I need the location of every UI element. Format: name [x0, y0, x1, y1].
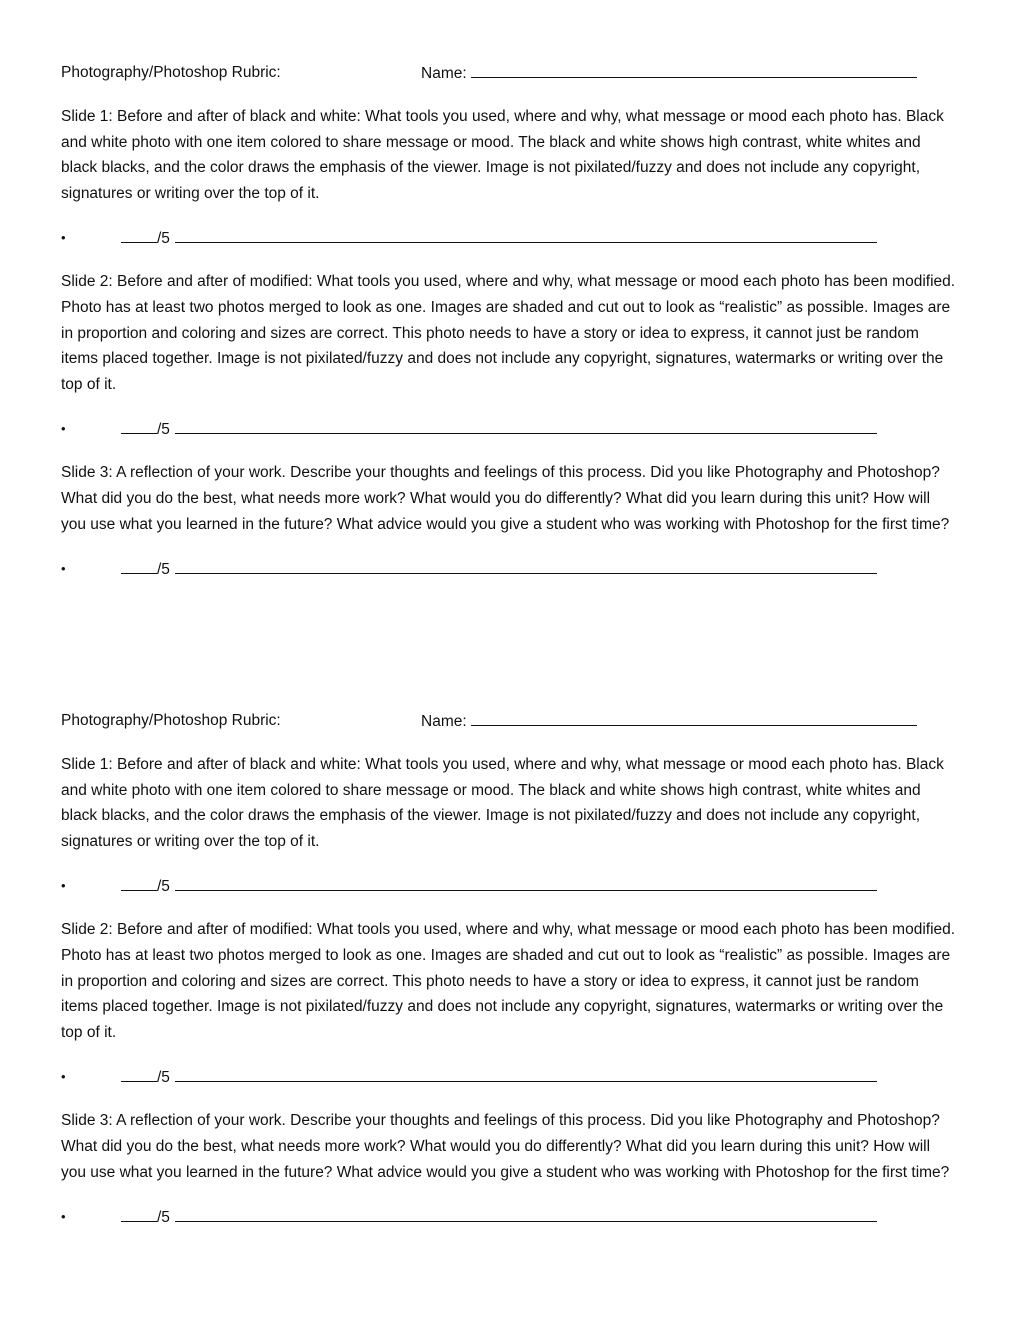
score-max: /5 — [157, 1209, 170, 1227]
comment-blank-line[interactable] — [175, 558, 877, 574]
score-max: /5 — [157, 421, 170, 439]
rubric-title: Photography/Photoshop Rubric: — [61, 712, 281, 729]
bullet-icon: • — [61, 1209, 66, 1225]
slide-3-criteria: Slide 3: A reflection of your work. Describe your thoughts and feelings of this process. Did you like Photography and Photoshop? What did you do the best, what needs more work? What would you do differently? What did you learn during this unit? How will you use what you learned in the future? What advice would you give a student who was working with Photoshop for the first time? — [61, 1112, 950, 1181]
name-blank-line[interactable] — [471, 710, 917, 726]
rubric-copy-2 — [61, 710, 961, 1228]
score-max: /5 — [157, 878, 170, 896]
slide-2-criteria: Slide 2: Before and after of modified: What tools you used, where and why, what message or mood each photo has been modified. Photo has at least two photos merged to look as one. Images are shaded and cut out to look as “realistic” as possible. Images are in proportion and coloring and sizes are correct. This photo needs to have a story or idea to express, it cannot just be random items placed together. Image is not pixilated/fuzzy and does not include any copyright, signatures, watermarks or writing over the top of it. — [61, 273, 956, 393]
name-label: Name: — [421, 65, 467, 82]
comment-blank-line[interactable] — [175, 1206, 877, 1222]
score-blank[interactable] — [121, 227, 157, 243]
name-label: Name: — [421, 713, 467, 730]
bullet-icon: • — [61, 878, 66, 894]
score-blank[interactable] — [121, 418, 157, 434]
score-blank[interactable] — [121, 1206, 157, 1222]
slide-3-score-row — [61, 558, 961, 580]
name-field — [421, 710, 917, 733]
comment-blank-line[interactable] — [175, 1066, 877, 1082]
score-max: /5 — [157, 1069, 170, 1087]
slide-2-criteria: Slide 2: Before and after of modified: What tools you used, where and why, what message or mood each photo has been modified. Photo has at least two photos merged to look as one. Images are shaded and cut out to look as “realistic” as possible. Images are in proportion and coloring and sizes are correct. This photo needs to have a story or idea to express, it cannot just be random items placed together. Image is not pixilated/fuzzy and does not include any copyright, signatures, watermarks or writing over the top of it. — [61, 921, 956, 1041]
bullet-icon: • — [61, 230, 66, 246]
score-blank[interactable] — [121, 1066, 157, 1082]
score-blank[interactable] — [121, 875, 157, 891]
comment-blank-line[interactable] — [175, 875, 877, 891]
rubric-title: Photography/Photoshop Rubric: — [61, 64, 281, 81]
name-blank-line[interactable] — [471, 62, 917, 78]
comment-blank-line[interactable] — [175, 418, 877, 434]
bullet-icon: • — [61, 421, 66, 437]
name-field — [421, 62, 917, 85]
slide-2-score-row — [61, 418, 961, 440]
slide-1-score-row — [61, 227, 961, 249]
slide-1-criteria: Slide 1: Before and after of black and white: What tools you used, where and why, what message or mood each photo has. Black and white photo with one item colored to share message or mood. The black and white shows high contrast, white whites and black blacks, and the color draws the emphasis of the viewer. Image is not pixilated/fuzzy and does not include any copyright, signatures or writing over the top of it. — [61, 756, 944, 850]
score-max: /5 — [157, 561, 170, 579]
rubric-copy-1 — [61, 62, 961, 580]
bullet-icon: • — [61, 1069, 66, 1085]
score-blank[interactable] — [121, 558, 157, 574]
slide-3-criteria: Slide 3: A reflection of your work. Describe your thoughts and feelings of this process. Did you like Photography and Photoshop? What did you do the best, what needs more work? What would you do differently? What did you learn during this unit? How will you use what you learned in the future? What advice would you give a student who was working with Photoshop for the first time? — [61, 464, 950, 533]
bullet-icon: • — [61, 561, 66, 577]
slide-3-score-row — [61, 1206, 961, 1228]
slide-1-score-row — [61, 875, 961, 897]
rubric-header — [61, 710, 961, 732]
rubric-header — [61, 62, 961, 84]
score-max: /5 — [157, 230, 170, 248]
slide-2-score-row — [61, 1066, 961, 1088]
slide-1-criteria: Slide 1: Before and after of black and white: What tools you used, where and why, what message or mood each photo has. Black and white photo with one item colored to share message or mood. The black and white shows high contrast, white whites and black blacks, and the color draws the emphasis of the viewer. Image is not pixilated/fuzzy and does not include any copyright, signatures or writing over the top of it. — [61, 108, 944, 202]
comment-blank-line[interactable] — [175, 227, 877, 243]
